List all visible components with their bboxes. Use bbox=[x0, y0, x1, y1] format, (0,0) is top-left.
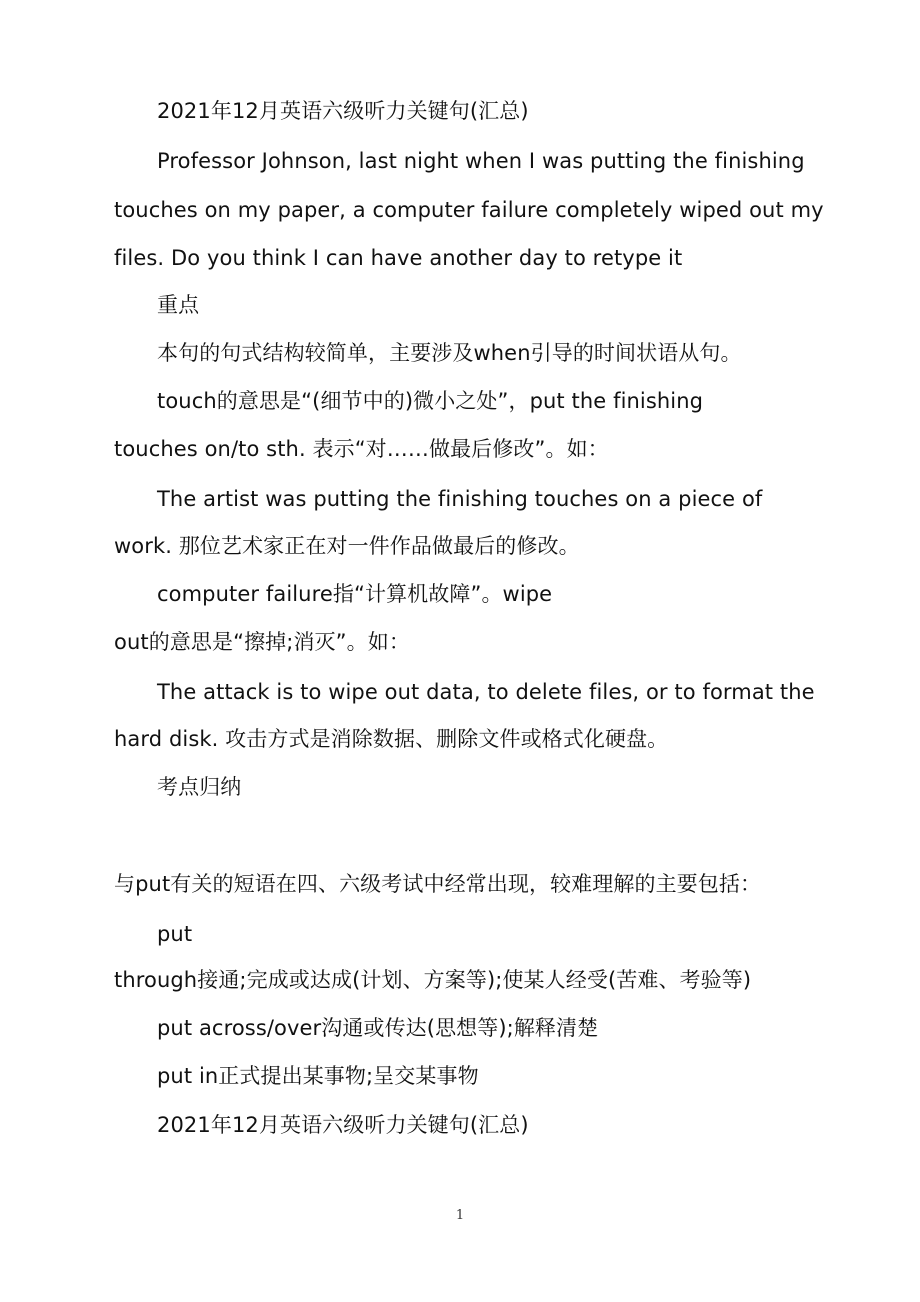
paragraph-line: 与put有关的短语在四、六级考试中经常出现，较难理解的主要包括： bbox=[114, 872, 762, 896]
paragraph-line: hard disk. 攻击方式是消除数据、删除文件或格式化硬盘。 bbox=[114, 727, 669, 751]
paragraph-line: put in正式提出某事物;呈交某事物 bbox=[157, 1064, 479, 1088]
paragraph-line: work. 那位艺术家正在对一件作品做最后的修改。 bbox=[114, 534, 580, 558]
paragraph-line: The artist was putting the finishing touches on a piece of bbox=[157, 487, 763, 511]
paragraph-line: put bbox=[157, 922, 193, 946]
paragraph-line: computer failure指“计算机故障”。wipe bbox=[157, 582, 553, 606]
paragraph-line: 本句的句式结构较简单，主要涉及when引导的时间状语从句。 bbox=[157, 341, 742, 365]
paragraph-line: Professor Johnson, last night when I was putting the finishing bbox=[157, 149, 805, 173]
paragraph-line: files. Do you think I can have another day to retype it bbox=[114, 246, 683, 270]
document-title-repeat: 2021年12月英语六级听力关键句(汇总) bbox=[157, 1113, 529, 1137]
page-number: 1 bbox=[455, 1208, 465, 1223]
paragraph-line: put across/over沟通或传达(思想等);解释清楚 bbox=[157, 1016, 599, 1040]
section-heading: 考点归纳 bbox=[157, 775, 242, 799]
paragraph-line: touches on/to sth. 表示“对……做最后修改”。如： bbox=[114, 437, 609, 461]
paragraph-line: touch的意思是“(细节中的)微小之处”，put the finishing bbox=[157, 389, 704, 413]
paragraph-line: through接通;完成或达成(计划、方案等);使某人经受(苦难、考验等) bbox=[114, 968, 752, 992]
paragraph-line: out的意思是“擦掉;消灭”。如： bbox=[114, 630, 410, 654]
paragraph-line: The attack is to wipe out data, to delete files, or to format the bbox=[157, 680, 815, 704]
paragraph-line: touches on my paper, a computer failure completely wiped out my bbox=[114, 198, 824, 222]
section-heading: 重点 bbox=[157, 293, 200, 317]
document-title: 2021年12月英语六级听力关键句(汇总) bbox=[157, 99, 529, 123]
